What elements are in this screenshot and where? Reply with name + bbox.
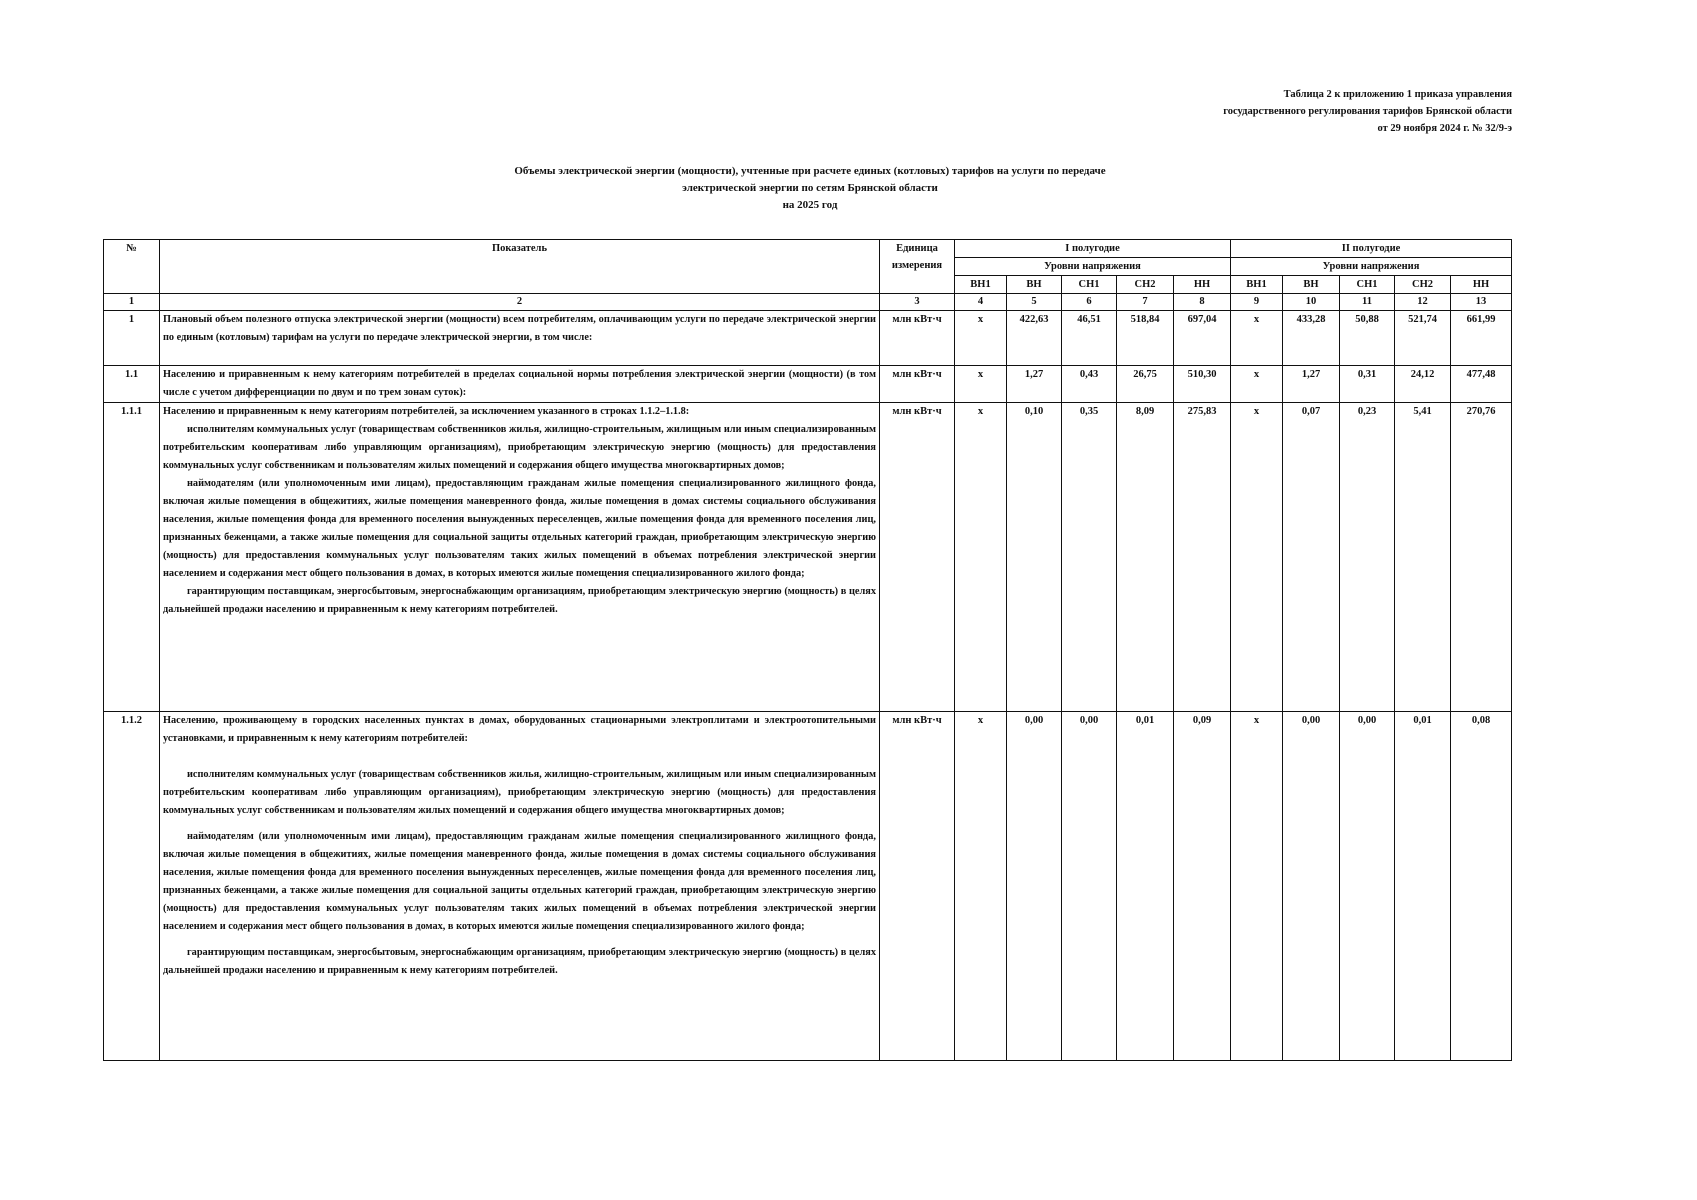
row-number: 1	[104, 311, 160, 366]
row-indicator	[160, 311, 880, 366]
column-index: 8	[1174, 294, 1231, 311]
column-index: 6	[1062, 294, 1117, 311]
indicator-text: Плановый объем полезного отпуска электрической энергии (мощности) всем потребителям, оплачивающим услуги по передаче электрической энергии по единым (котловым) тарифам на услуги по передаче электрической энергии, в том числе:	[163, 314, 876, 343]
table-row	[104, 403, 1512, 712]
level-header: ВН1	[955, 276, 1007, 294]
column-index: 4	[955, 294, 1007, 311]
level-header: СН1	[1062, 276, 1117, 294]
table-row	[104, 366, 1512, 403]
row-unit: млн кВт·ч	[880, 712, 955, 1061]
value-cell: x	[1231, 311, 1283, 366]
title-line: Объемы электрической энергии (мощности), учтенные при расчете единых (котловых) тарифов на услуги по передаче	[514, 165, 1106, 177]
value-cell: 8,09	[1117, 403, 1174, 712]
row-unit: млн кВт·ч	[880, 403, 955, 712]
indicator-text: наймодателям (или уполномоченным ими лицам), предоставляющим гражданам жилые помещения специализированного жилищного фонда, включая жилые помещения в общежитиях, жилые помещения маневренного фонда, жилые помещения в домах системы социального обслуживания населения, жилые помещения фонда для временного поселения вынужденных переселенцев, жилые помещения фонда для временного поселения лиц, признанных беженцами, а также жилые помещения для социальной защиты отдельных категорий граждан, приобретающим электрическую энергию (мощность) для предоставления коммунальных услуг пользователям таких жилых помещений в объемах потребления электрической энергии населением и содержания мест общего пользования в домах, в которых имеются жилые помещения специализированного жилого фонда;	[163, 831, 876, 932]
value-cell: 0,00	[1283, 712, 1340, 1061]
header-indicator: Показатель	[160, 240, 880, 294]
value-cell: 433,28	[1283, 311, 1340, 366]
value-cell: 0,01	[1117, 712, 1174, 1061]
value-cell: 518,84	[1117, 311, 1174, 366]
value-cell: 0,31	[1340, 366, 1395, 403]
title-line: на 2025 год	[782, 199, 838, 211]
column-index: 2	[160, 294, 880, 311]
value-cell: 46,51	[1062, 311, 1117, 366]
value-cell: 270,76	[1451, 403, 1512, 712]
document-title	[300, 163, 1320, 214]
appendix-line: от 29 ноября 2024 г. № 32/9-э	[1377, 123, 1512, 134]
value-cell: x	[955, 403, 1007, 712]
value-cell: 0,00	[1340, 712, 1395, 1061]
value-cell: 24,12	[1395, 366, 1451, 403]
indicator-text: исполнителям коммунальных услуг (товариществам собственников жилья, жилищно-строительным, жилищным или иным специализированным потребительским кооперативам либо управляющим организациям), приобретающим электрическую энергию (мощность) для предоставления коммунальных услуг собственникам и пользователям жилых помещений и содержания общего имущества многоквартирных домов;	[163, 769, 876, 816]
row-indicator	[160, 712, 880, 1061]
value-cell: 5,41	[1395, 403, 1451, 712]
value-cell: 510,30	[1174, 366, 1231, 403]
level-header: ВН	[1007, 276, 1062, 294]
indicator-text: Населению и приравненным к нему категориям потребителей, за исключением указанного в строках 1.1.2–1.1.8:	[163, 406, 690, 417]
column-index: 5	[1007, 294, 1062, 311]
header-half-1: I полугодие	[955, 240, 1231, 258]
value-cell: 0,07	[1283, 403, 1340, 712]
column-index: 9	[1231, 294, 1283, 311]
level-header: СН2	[1395, 276, 1451, 294]
row-indicator	[160, 366, 880, 403]
value-cell: 0,00	[1007, 712, 1062, 1061]
column-index: 3	[880, 294, 955, 311]
value-cell: 521,74	[1395, 311, 1451, 366]
value-cell: x	[1231, 366, 1283, 403]
title-line: электрической энергии по сетям Брянской области	[682, 182, 938, 194]
value-cell: 477,48	[1451, 366, 1512, 403]
appendix-reference	[952, 86, 1512, 137]
column-index: 1	[104, 294, 160, 311]
appendix-line: государственного регулирования тарифов Брянской области	[1223, 106, 1512, 117]
level-header: СН2	[1117, 276, 1174, 294]
value-cell: 0,43	[1062, 366, 1117, 403]
value-cell: x	[1231, 712, 1283, 1061]
value-cell: 50,88	[1340, 311, 1395, 366]
indicator-text: Населению и приравненным к нему категориям потребителей в пределах социальной нормы потребления электрической энергии (мощности) (в том числе с учетом дифференциации по двум и по трем зонам суток):	[163, 369, 876, 398]
value-cell: 1,27	[1007, 366, 1062, 403]
indicator-text: наймодателям (или уполномоченным ими лицам), предоставляющим гражданам жилые помещения специализированного жилищного фонда, включая жилые помещения в общежитиях, жилые помещения маневренного фонда, жилые помещения в домах системы социального обслуживания населения, жилые помещения фонда для временного поселения вынужденных переселенцев, жилые помещения фонда для временного поселения лиц, признанных беженцами, а также жилые помещения для социальной защиты отдельных категорий граждан, приобретающим электрическую энергию (мощность) для предоставления коммунальных услуг пользователям таких жилых помещений в объемах потребления электрической энергии населением и содержания мест общего пользования в домах, в которых имеются жилые помещения специализированного жилого фонда;	[163, 478, 876, 579]
value-cell: 0,09	[1174, 712, 1231, 1061]
header-number: №	[104, 240, 160, 294]
column-index: 12	[1395, 294, 1451, 311]
column-index: 11	[1340, 294, 1395, 311]
column-index: 7	[1117, 294, 1174, 311]
value-cell: x	[1231, 403, 1283, 712]
level-header: СН1	[1340, 276, 1395, 294]
header-voltage-levels-1: Уровни напряжения	[955, 258, 1231, 276]
value-cell: 697,04	[1174, 311, 1231, 366]
value-cell: 0,35	[1062, 403, 1117, 712]
value-cell: 0,10	[1007, 403, 1062, 712]
column-index: 10	[1283, 294, 1340, 311]
row-number: 1.1.2	[104, 712, 160, 1061]
column-index: 13	[1451, 294, 1512, 311]
value-cell: 26,75	[1117, 366, 1174, 403]
level-header: НН	[1451, 276, 1512, 294]
value-cell: 0,23	[1340, 403, 1395, 712]
indicator-text: гарантирующим поставщикам, энергосбытовым, энергоснабжающим организациям, приобретающим электрическую энергию (мощность) в целях дальнейшей продажи населению и приравненным к нему категориям потребителей.	[163, 947, 876, 976]
volumes-table	[103, 239, 1512, 1061]
value-cell: x	[955, 311, 1007, 366]
value-cell: 422,63	[1007, 311, 1062, 366]
row-number: 1.1.1	[104, 403, 160, 712]
header-unit: Единица измерения	[880, 240, 955, 294]
row-indicator	[160, 403, 880, 712]
indicator-text: исполнителям коммунальных услуг (товариществам собственников жилья, жилищно-строительным, жилищным или иным специализированным потребительским кооперативам либо управляющим организациям), приобретающим электрическую энергию (мощность) для предоставления коммунальных услуг собственникам и пользователям жилых помещений и содержания общего имущества многоквартирных домов;	[163, 424, 876, 471]
level-header: НН	[1174, 276, 1231, 294]
value-cell: x	[955, 366, 1007, 403]
row-unit: млн кВт·ч	[880, 366, 955, 403]
value-cell: 275,83	[1174, 403, 1231, 712]
header-half-2: II полугодие	[1231, 240, 1512, 258]
row-unit: млн кВт·ч	[880, 311, 955, 366]
value-cell: 0,08	[1451, 712, 1512, 1061]
value-cell: x	[955, 712, 1007, 1061]
value-cell: 0,01	[1395, 712, 1451, 1061]
row-number: 1.1	[104, 366, 160, 403]
indicator-text: Населению, проживающему в городских населенных пунктах в домах, оборудованных стационарными электроплитами и электроотопительными установками, и приравненным к нему категориям потребителей:	[163, 715, 876, 744]
table-row	[104, 311, 1512, 366]
value-cell: 661,99	[1451, 311, 1512, 366]
table-row	[104, 712, 1512, 1061]
level-header: ВН1	[1231, 276, 1283, 294]
appendix-line: Таблица 2 к приложению 1 приказа управления	[1283, 89, 1512, 100]
value-cell: 1,27	[1283, 366, 1340, 403]
indicator-text: гарантирующим поставщикам, энергосбытовым, энергоснабжающим организациям, приобретающим электрическую энергию (мощность) в целях дальнейшей продажи населению и приравненным к нему категориям потребителей.	[163, 586, 876, 615]
value-cell: 0,00	[1062, 712, 1117, 1061]
header-voltage-levels-2: Уровни напряжения	[1231, 258, 1512, 276]
level-header: ВН	[1283, 276, 1340, 294]
column-index-row	[104, 294, 1512, 311]
